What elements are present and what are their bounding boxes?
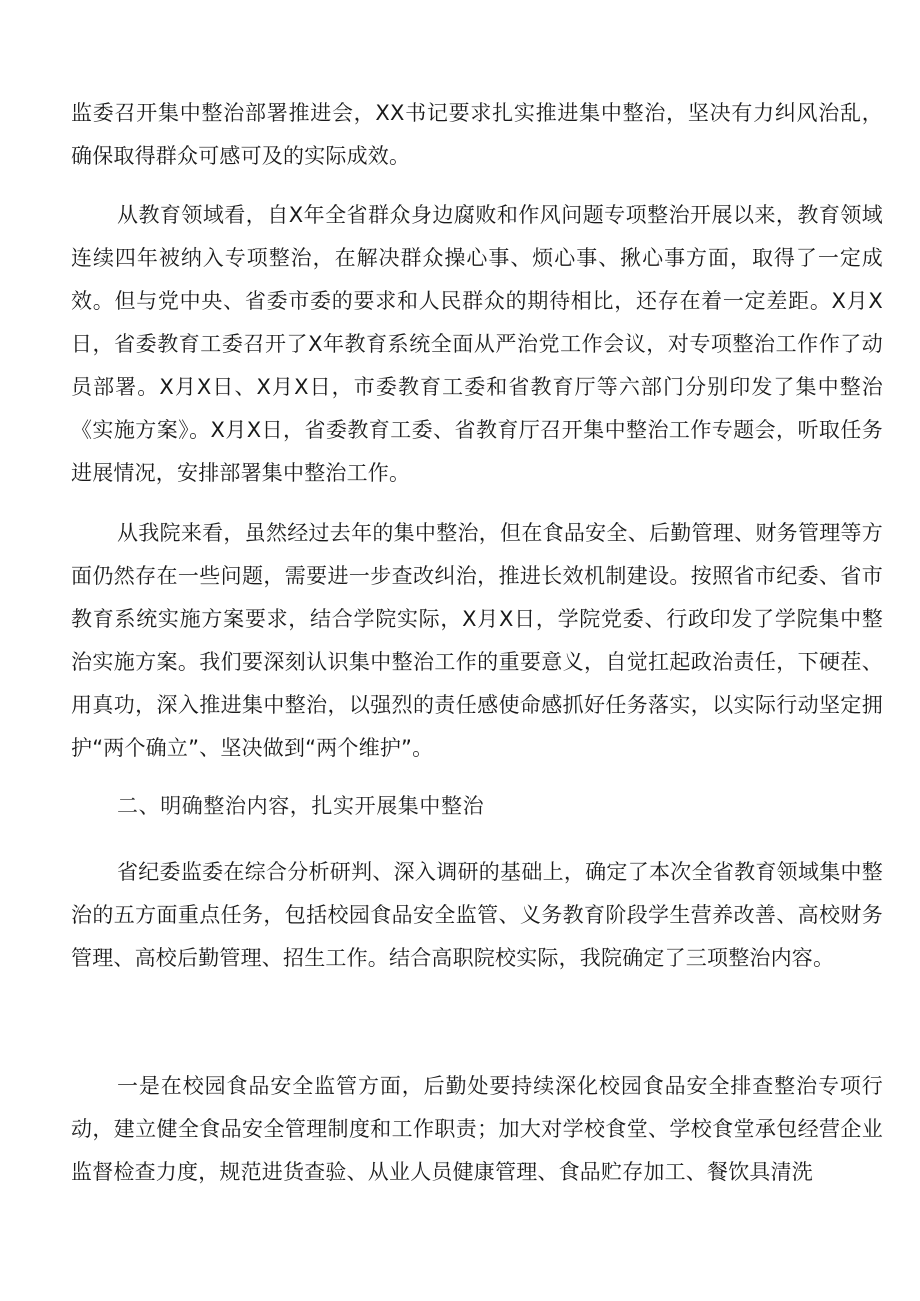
paragraph-our-college: 从我院来看，虽然经过去年的集中整治，但在食品安全、后勤管理、财务管理等方面仍然存在一些问题，需要进一步查改纠治，推进长效机制建设。按照省市纪委、省市教育系统实施方案要求，结合学院实际，X月X日，学院党委、行政印发了学院集中整治实施方案。我们要深刻认识集中整治工作的重要意义，自觉扛起政治责任，下硬茬、用真功，深入推进集中整治，以强烈的责任感使命感抓好任务落实，以实际行动坚定拥护“两个确立”、坚决做到“两个维护”。 [71,521,883,760]
paragraph-key-tasks: 省纪委监委在综合分析研判、深入调研的基础上，确定了本次全省教育领域集中整治的五方面重点任务，包括校园食品安全监管、义务教育阶段学生营养改善、高校财务管理、高校后勤管理、招生工作。结合高职院校实际，我院确定了三项整治内容。 [71,860,883,970]
paragraph-meeting-summary: 监委召开集中整治部署推进会，XX书记要求扎实推进集中整治，坚决有力纠风治乱，确保取得群众可感可及的实际成效。 [71,101,883,168]
paragraph-food-safety: 一是在校园食品安全监管方面，后勤处要持续深化校园食品安全排查整治专项行动，建立健全食品安全管理制度和工作职责；加大对学校食堂、学校食堂承包经营企业监督检查力度，规范进货查验、从业人员健康管理、食品贮存加工、餐饮具清洗 [71,1074,883,1184]
paragraph-education-field: 从教育领域看，自X年全省群众身边腐败和作风问题专项整治开展以来，教育领域连续四年被纳入专项整治，在解决群众操心事、烦心事、揪心事方面，取得了一定成效。但与党中央、省委市委的要求和人民群众的期待相比，还存在着一定差距。X月X日，省委教育工委召开了X年教育系统全面从严治党工作会议，对专项整治工作作了动员部署。X月X日、X月X日，市委教育工委和省教育厅等六部门分别印发了集中整治《实施方案》。X月X日，省委教育工委、省教育厅召开集中整治工作专题会，听取任务进展情况，安排部署集中整治工作。 [71,203,883,485]
section-heading-2: 二、明确整治内容，扎实开展集中整治 [117,794,485,818]
